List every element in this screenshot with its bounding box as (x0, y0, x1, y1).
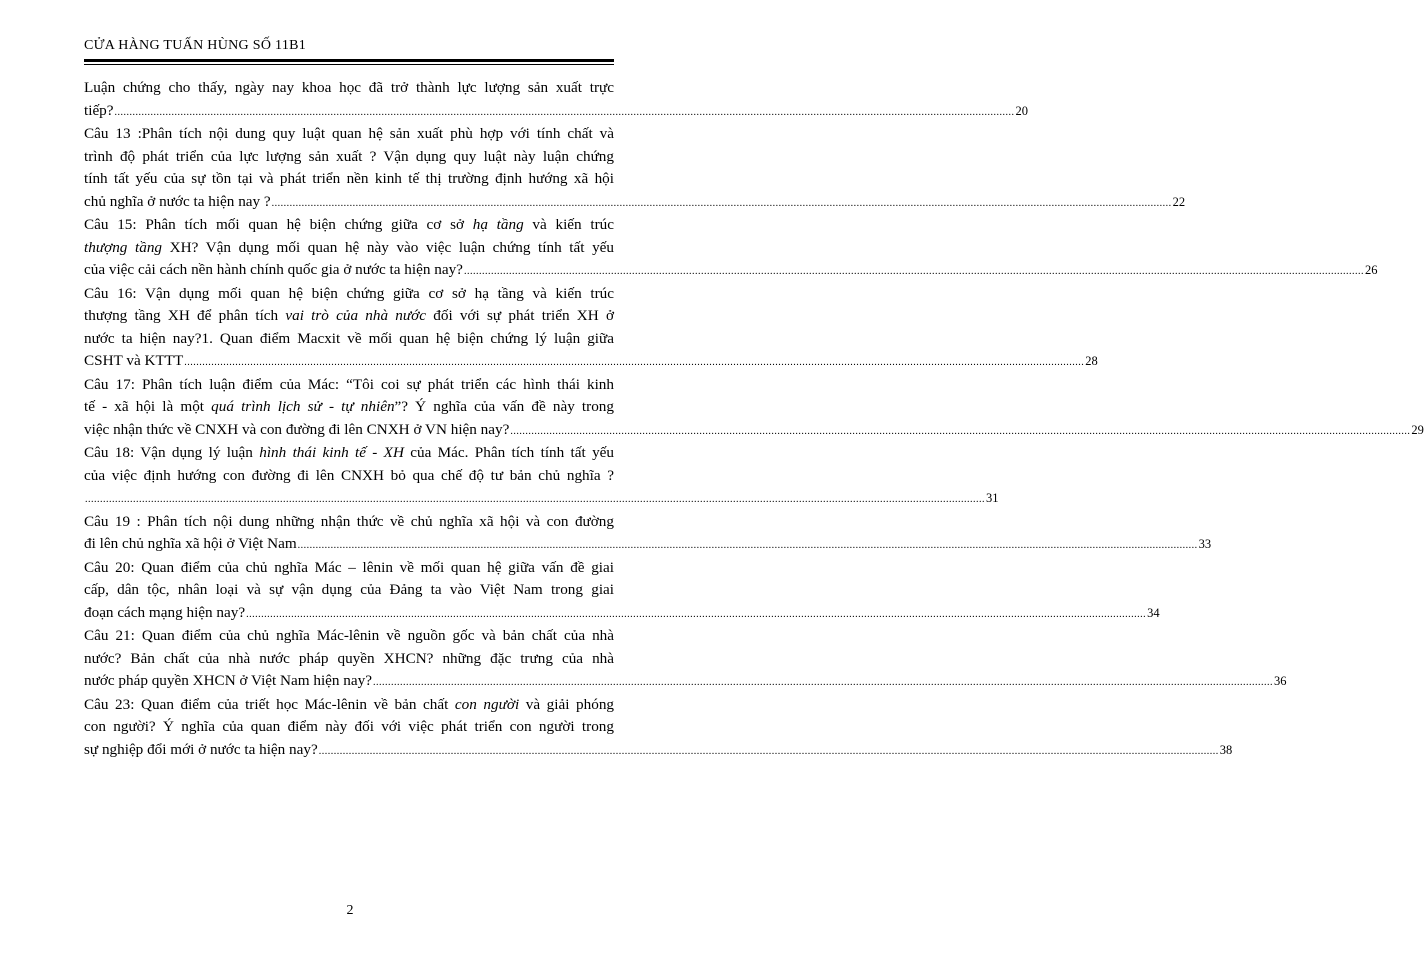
toc-entry-line: tế - xã hội là một quá trình lịch sử - tự nhiên”? Ý nghĩa của vấn đề này trong (84, 398, 614, 415)
toc-entry-line (84, 602, 1160, 625)
toc-entry[interactable] (84, 625, 1287, 693)
toc-entry-line: Câu 20: Quan điểm của chủ nghĩa Mác – lênin về mối quan hệ giữa vấn đề giai (84, 558, 614, 576)
toc-entry-line (84, 487, 999, 510)
toc-entry[interactable] (84, 77, 1029, 122)
toc-entry-line (84, 533, 1212, 556)
toc-entry-text: chủ nghĩa ở nước ta hiện nay ? (84, 192, 271, 210)
toc-entry-line: tính tất yếu của sự tồn tại và phát triển nền kinh tế thị trường định hướng xã hội (84, 170, 614, 187)
toc-entry-line: nước? Bản chất của nhà nước pháp quyền XHCN? những đặc trưng của nhà (84, 649, 614, 667)
toc-entry-text: đi lên chủ nghĩa xã hội ở Việt Nam (84, 535, 297, 552)
toc-entry-line: Câu 16: Vận dụng mối quan hệ biện chứng giữa cơ sở hạ tầng và kiến trúc (84, 284, 614, 302)
toc-leader-dots: ............................................................................................................................................................................................................................................................................................................ (463, 266, 1364, 277)
toc-entry-text: của việc cải cách nền hành chính quốc gia ở nước ta hiện nay? (84, 261, 463, 278)
toc-entry[interactable] (84, 694, 1233, 762)
toc-entry-line: nước ta hiện nay?1. Quan điểm Macxit về mối quan hệ biện chứng lý luận giữa (84, 329, 614, 347)
toc-entry-line (84, 100, 1029, 123)
table-of-contents (84, 77, 1424, 762)
toc-page-number: 22 (1172, 194, 1186, 209)
toc-leader-dots: ............................................................................................................................................................................................................................................................................................................ (246, 608, 1147, 620)
toc-entry-text: đoạn cách mạng hiện nay? (84, 603, 246, 621)
toc-entry-text: CSHT và KTTT (84, 352, 184, 369)
toc-entry-text: sự nghiệp đổi mới ở nước ta hiện nay? (84, 740, 318, 758)
toc-entry-line: trình độ phát triển của lực lượng sản xuất ? Vận dụng quy luật này luận chứng (84, 147, 614, 165)
toc-entry-line (84, 259, 1378, 282)
toc-entry-line (84, 191, 1186, 214)
toc-entry-text: nước pháp quyền XHCN ở Việt Nam hiện nay? (84, 672, 372, 689)
page-number: 2 (346, 903, 354, 918)
toc-entry[interactable] (84, 442, 999, 510)
toc-leader-dots: ............................................................................................................................................................................................................................................................................................................ (297, 540, 1198, 551)
toc-entry[interactable] (84, 374, 1424, 442)
toc-entry-line: thượng tầng XH? Vận dụng mối quan hệ này vào việc luận chứng tính tất yếu (84, 238, 615, 256)
toc-leader-dots: ............................................................................................................................................................................................................................................................................................................ (372, 677, 1273, 688)
header-rule-thick (84, 59, 614, 62)
toc-page-number: 28 (1085, 354, 1098, 368)
toc-entry-line (84, 419, 1424, 442)
page-header: CỬA HÀNG TUẤN HÙNG SỐ 11B1 (84, 38, 307, 53)
toc-leader-dots: ............................................................................................................................................................................................................................................................................................................ (271, 197, 1172, 209)
toc-page-number: 26 (1364, 263, 1378, 277)
toc-page-number: 33 (1198, 537, 1212, 551)
toc-leader-dots: ............................................................................................................................................................................................................................................................................................................ (318, 745, 1219, 757)
toc-page-number: 29 (1411, 422, 1424, 437)
toc-page-number: 38 (1219, 742, 1233, 757)
toc-leader-dots: ............................................................................................................................................................................................................................................................................................................ (510, 425, 1411, 437)
toc-entry[interactable] (84, 511, 1212, 556)
toc-entry[interactable] (84, 557, 1160, 625)
toc-entry-line: của việc định hướng con đường đi lên CNXH bỏ qua chế độ tư bản chủ nghĩa ? (84, 466, 614, 484)
toc-page-number: 36 (1273, 674, 1287, 688)
header-rule-thin (84, 64, 614, 65)
toc-entry-line: Luận chứng cho thấy, ngày nay khoa học đã trở thành lực lượng sản xuất trực (84, 79, 614, 96)
toc-leader-dots: ............................................................................................................................................................................................................................................................................................................ (184, 357, 1085, 368)
toc-entry-line: cấp, dân tộc, nhân loại và sự vận dụng của Đảng ta vào Việt Nam trong giai (84, 581, 614, 598)
toc-leader-dots: ............................................................................................................................................................................................................................................................................................................ (85, 494, 985, 505)
toc-entry-line: Câu 18: Vận dụng lý luận hình thái kinh tế - XH của Mác. Phân tích tính tất yếu (84, 444, 614, 461)
toc-entry-line: Câu 19 : Phân tích nội dung những nhận thức về chủ nghĩa xã hội và con đường (84, 512, 614, 530)
toc-page-number: 31 (986, 491, 999, 505)
toc-entry-line: Câu 15: Phân tích mối quan hệ biện chứng giữa cơ sở hạ tầng và kiến trúc (84, 216, 614, 233)
toc-entry[interactable] (84, 283, 1098, 373)
toc-entry-line: Câu 13 :Phân tích nội dung quy luật quan hệ sản xuất phù hợp với tính chất và (84, 125, 614, 142)
toc-entry-line: Câu 17: Phân tích luận điểm của Mác: “Tôi coi sự phát triển các hình thái kinh (84, 375, 614, 393)
toc-entry-line: con người? Ý nghĩa của quan điểm này đối với việc phát triển con người trong (84, 718, 614, 735)
toc-page-number: 34 (1147, 605, 1160, 620)
toc-entry-line: Câu 23: Quan điểm của triết học Mác-lênin về bản chất con người và giải phóng (84, 695, 615, 713)
toc-entry-line: Câu 21: Quan điểm của chủ nghĩa Mác-lênin về nguồn gốc và bản chất của nhà (84, 627, 614, 644)
toc-entry-text: tiếp? (84, 101, 114, 119)
toc-entry[interactable] (84, 123, 1186, 213)
toc-entry-line: thượng tầng XH để phân tích vai trò của nhà nước đối với sự phát triển XH ở (84, 307, 614, 324)
toc-entry-line (84, 739, 1233, 762)
toc-entry-text: việc nhận thức về CNXH và con đường đi lên CNXH ở VN hiện nay? (84, 420, 510, 438)
toc-page-number: 20 (1015, 103, 1029, 118)
toc-entry-line (84, 350, 1098, 373)
toc-leader-dots: ............................................................................................................................................................................................................................................................................................................ (114, 106, 1015, 118)
toc-entry[interactable] (84, 214, 1378, 282)
toc-entry-line (84, 670, 1287, 693)
